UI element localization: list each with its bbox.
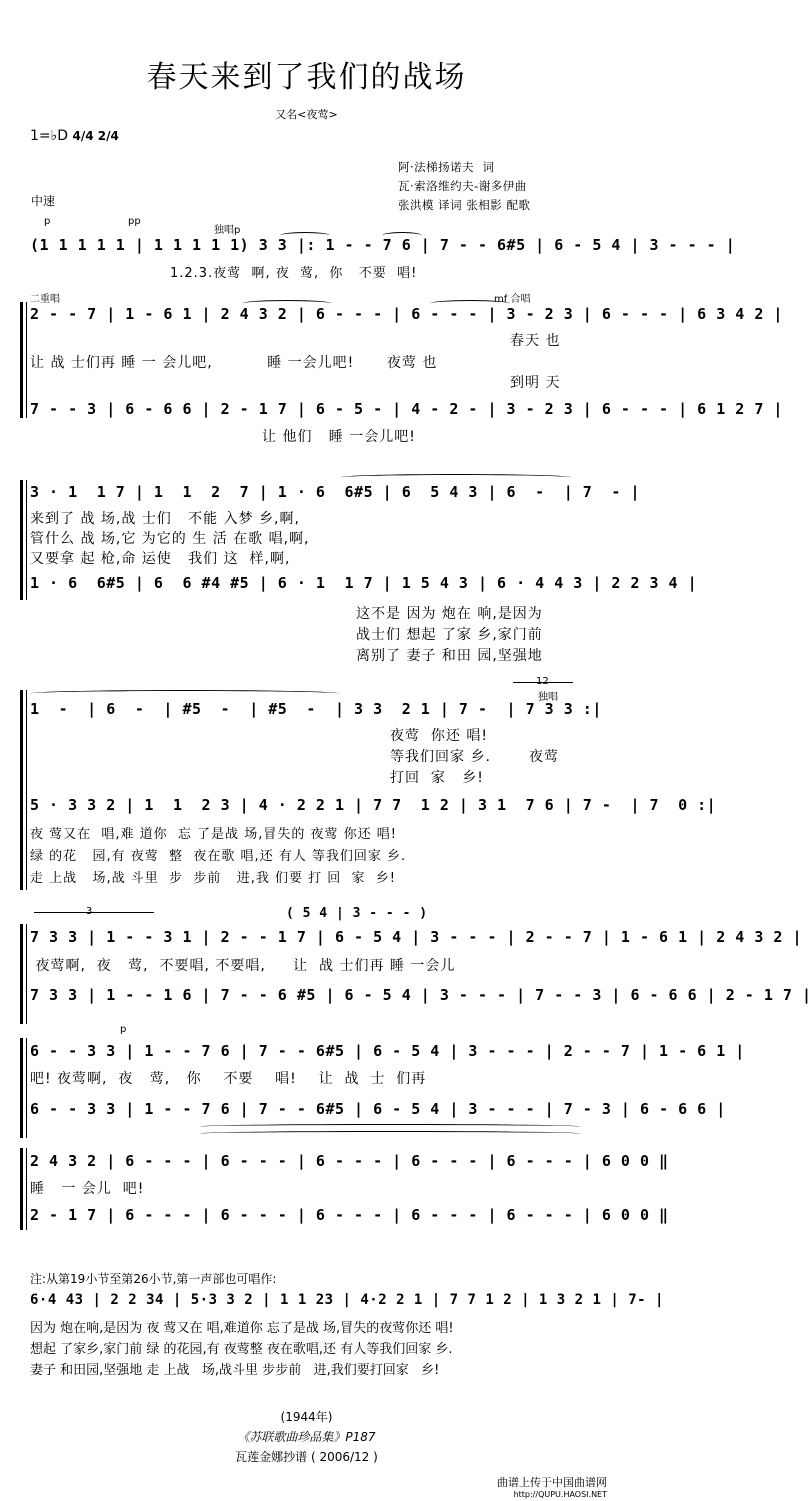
credits — [398, 158, 530, 215]
footer-copyist: 瓦莲金娜抄谱 ( 2006/12 ) — [235, 1450, 378, 1464]
sys3-lyrics-3: 又要拿 起 枪,命 运使 我们 这 样,啊, — [30, 551, 291, 567]
sys3-lower-lyrics-2: 战士们 想起 了家 乡,家门前 — [356, 627, 543, 643]
sys7-barline — [20, 1148, 27, 1230]
credit-translator: 张洪模 译词 张相影 配歌 — [398, 198, 531, 212]
dynamic-pp: pp — [128, 216, 141, 227]
solo-mark-2: 独唱 — [538, 692, 558, 703]
sys6-lower-notes: 6 - - 3 3 | 1 - - 7 6 | 7 - - 6#5 | 6 - 5 4 | 3 - - - | 7 - 3 | 6 - 6 6 | — [30, 1100, 726, 1118]
sys3-lower-lyrics-1: 这不是 因为 炮在 响,是因为 — [356, 606, 543, 622]
tuplet-12: 12 — [536, 676, 549, 687]
watermark — [497, 1477, 607, 1501]
sys2-upper-notes: 2 - - 7 | 1 - 6 1 | 2 4 3 2 | 6 - - - | 6 - - - | 3 - 2 3 | 6 - - - | 6 3 4 2 | — [30, 305, 783, 323]
sys4-barline — [20, 690, 27, 890]
sys2-lyrics-r3: 到明 天 — [510, 375, 561, 391]
sys2-lower-notes: 7 - - 3 | 6 - 6 6 | 2 - 1 7 | 6 - 5 - | 4 - 2 - | 3 - 2 3 | 6 - - - | 6 1 2 7 | — [30, 400, 783, 418]
solo-mark: 独唱p — [214, 225, 241, 236]
credit-composer: 瓦·索洛维约夫-谢多伊曲 — [398, 179, 527, 193]
dynamic-p: p — [44, 216, 51, 227]
note-notes: 6·4 43 | 2 2 34 | 5·3 3 2 | 1 1 23 | 4·2 2 1 | 7 7 1 2 | 1 3 2 1 | 7- | — [30, 1292, 664, 1308]
sys4-lower-lyrics-2: 绿 的花 园,有 夜莺 整 夜在歌 唱,还 有人 等我们回家 乡. — [30, 849, 407, 864]
sys5-lyrics: 夜莺啊, 夜 莺, 不要唱, 不要唱, 让 战 士们再 睡 一会儿 — [30, 958, 456, 974]
sys4-lower-lyrics-1: 夜 莺又在 唱,难 道你 忘 了是战 场,冒失的 夜莺 你还 唱! — [30, 827, 397, 842]
sys2-lyrics: 让 战 士们再 睡 一 会儿吧, 睡 一会儿吧! 夜莺 也 — [30, 355, 438, 371]
watermark-line2: http://QUPU.HAOSI.NET — [513, 1490, 607, 1499]
sys3-lyrics-2: 管什么 战 场,它 为它的 生 活 在歌 唱,啊, — [30, 531, 310, 547]
sys4-lower-notes: 5 · 3 3 2 | 1 1 2 3 | 4 · 2 2 1 | 7 7 1 2 | 3 1 7 6 | 7 - | 7 0 :| — [30, 796, 717, 814]
sys3-lower-notes: 1 · 6 6#5 | 6 6 #4 #5 | 6 · 1 1 7 | 1 5 4 3 | 6 · 4 4 3 | 2 2 3 4 | — [30, 574, 698, 592]
note-lyrics-3: 妻子 和田园,坚强地 走 上战 场,战斗里 步步前 进,我们要打回家 乡! — [30, 1363, 440, 1378]
sys3-lyrics-1: 来到了 战 场,战 士们 不能 入梦 乡,啊, — [30, 511, 300, 527]
note-lyrics-1: 因为 炮在响,是因为 夜 莺又在 唱,难道你 忘了是战 场,冒失的夜莺你还 唱! — [30, 1321, 454, 1336]
sys4-lower-lyrics-3: 走 上战 场,战 斗里 步 步前 进,我 们要 打 回 家 乡! — [30, 871, 396, 886]
time-signature: 4/4 2/4 — [72, 129, 119, 143]
sys4-lyrics-2: 等我们回家 乡. 夜莺 — [390, 749, 560, 765]
sys5-cue-notes: ( 5 4 | 3 - - - ) — [286, 906, 428, 921]
note-heading: 注:从第19小节至第26小节,第一声部也可唱作: — [30, 1272, 277, 1286]
sys6-lyrics: 吧! 夜莺啊, 夜 莺, 你 不要 唱! 让 战 士 们再 — [30, 1071, 427, 1087]
duet-mark: 二重唱 — [30, 294, 60, 305]
sys5-upper-notes: 7 3 3 | 1 - - 3 1 | 2 - - 1 7 | 6 - 5 4 | 3 - - - | 2 - - 7 | 1 - 6 1 | 2 4 3 2 | — [30, 928, 802, 946]
sys2-barline — [20, 302, 27, 418]
sys4-upper-notes: 1 - | 6 - | #5 - | #5 - | 3 3 2 1 | 7 - | 7 3 3 :| — [30, 700, 602, 718]
credit-lyricist: 阿·法梯扬诺夫 词 — [398, 160, 495, 174]
chorus-mark: mf 合唱 — [494, 294, 531, 305]
watermark-line1: 曲谱上传于中国曲谱网 — [497, 1476, 607, 1489]
key-label: 1=♭D — [30, 128, 69, 144]
sys4-lyrics-1: 夜莺 你还 唱! — [390, 728, 488, 744]
tempo-marking: 中速 — [31, 194, 56, 208]
footer-source: 《苏联歌曲珍品集》P187 — [237, 1430, 376, 1444]
footer-year: (1944年) — [280, 1410, 333, 1424]
sys1-notes: (1 1 1 1 1 | 1 1 1 1 1) 3 3 |: 1 - - 7 6 | 7 - - 6#5 | 6 - 5 4 | 3 - - - | — [30, 236, 736, 254]
song-title: 春天来到了我们的战场 — [146, 60, 467, 95]
sys7-lyrics: 睡 一 会儿 吧! — [30, 1181, 145, 1197]
sys2-lower-lyrics: 让 他们 睡 一会儿吧! — [262, 429, 416, 445]
sys3-upper-notes: 3 · 1 1 7 | 1 1 2 7 | 1 · 6 6#5 | 6 5 4 3 | 6 - | 7 - | — [30, 483, 640, 501]
sys3-barline — [20, 480, 27, 600]
key-signature — [30, 128, 119, 144]
sys2-lyrics-r1: 春天 也 — [510, 333, 561, 349]
dynamic-p-2: p — [120, 1024, 127, 1035]
note-lyrics-2: 想起 了家乡,家门前 绿 的花园,有 夜莺整 夜在歌唱,还 有人等我们回家 乡. — [30, 1342, 453, 1357]
sys6-barline — [20, 1038, 27, 1138]
song-alias: 又名<夜莺> — [275, 108, 338, 121]
sys6-upper-notes: 6 - - 3 3 | 1 - - 7 6 | 7 - - 6#5 | 6 - 5 4 | 3 - - - | 2 - - 7 | 1 - 6 1 | — [30, 1042, 745, 1060]
sys7-upper-notes: 2 4 3 2 | 6 - - - | 6 - - - | 6 - - - | 6 - - - | 6 - - - | 6 0 0 ‖ — [30, 1152, 669, 1170]
sys5-barline — [20, 924, 27, 1024]
sys1-lyrics: 1.2.3.夜莺 啊, 夜 莺, 你 不要 唱! — [170, 266, 418, 281]
sys3-lower-lyrics-3: 离别了 妻子 和田 园,坚强地 — [356, 648, 543, 664]
sys5-lower-notes: 7 3 3 | 1 - - 1 6 | 7 - - 6 #5 | 6 - 5 4 | 3 - - - | 7 - - 3 | 6 - 6 6 | 2 - 1 7 | — [30, 986, 812, 1004]
sys4-lyrics-3: 打回 家 乡! — [390, 770, 484, 786]
sys7-lower-notes: 2 - 1 7 | 6 - - - | 6 - - - | 6 - - - | 6 - - - | 6 - - - | 6 0 0 ‖ — [30, 1206, 669, 1224]
tuplet-3: 3 — [86, 906, 93, 917]
